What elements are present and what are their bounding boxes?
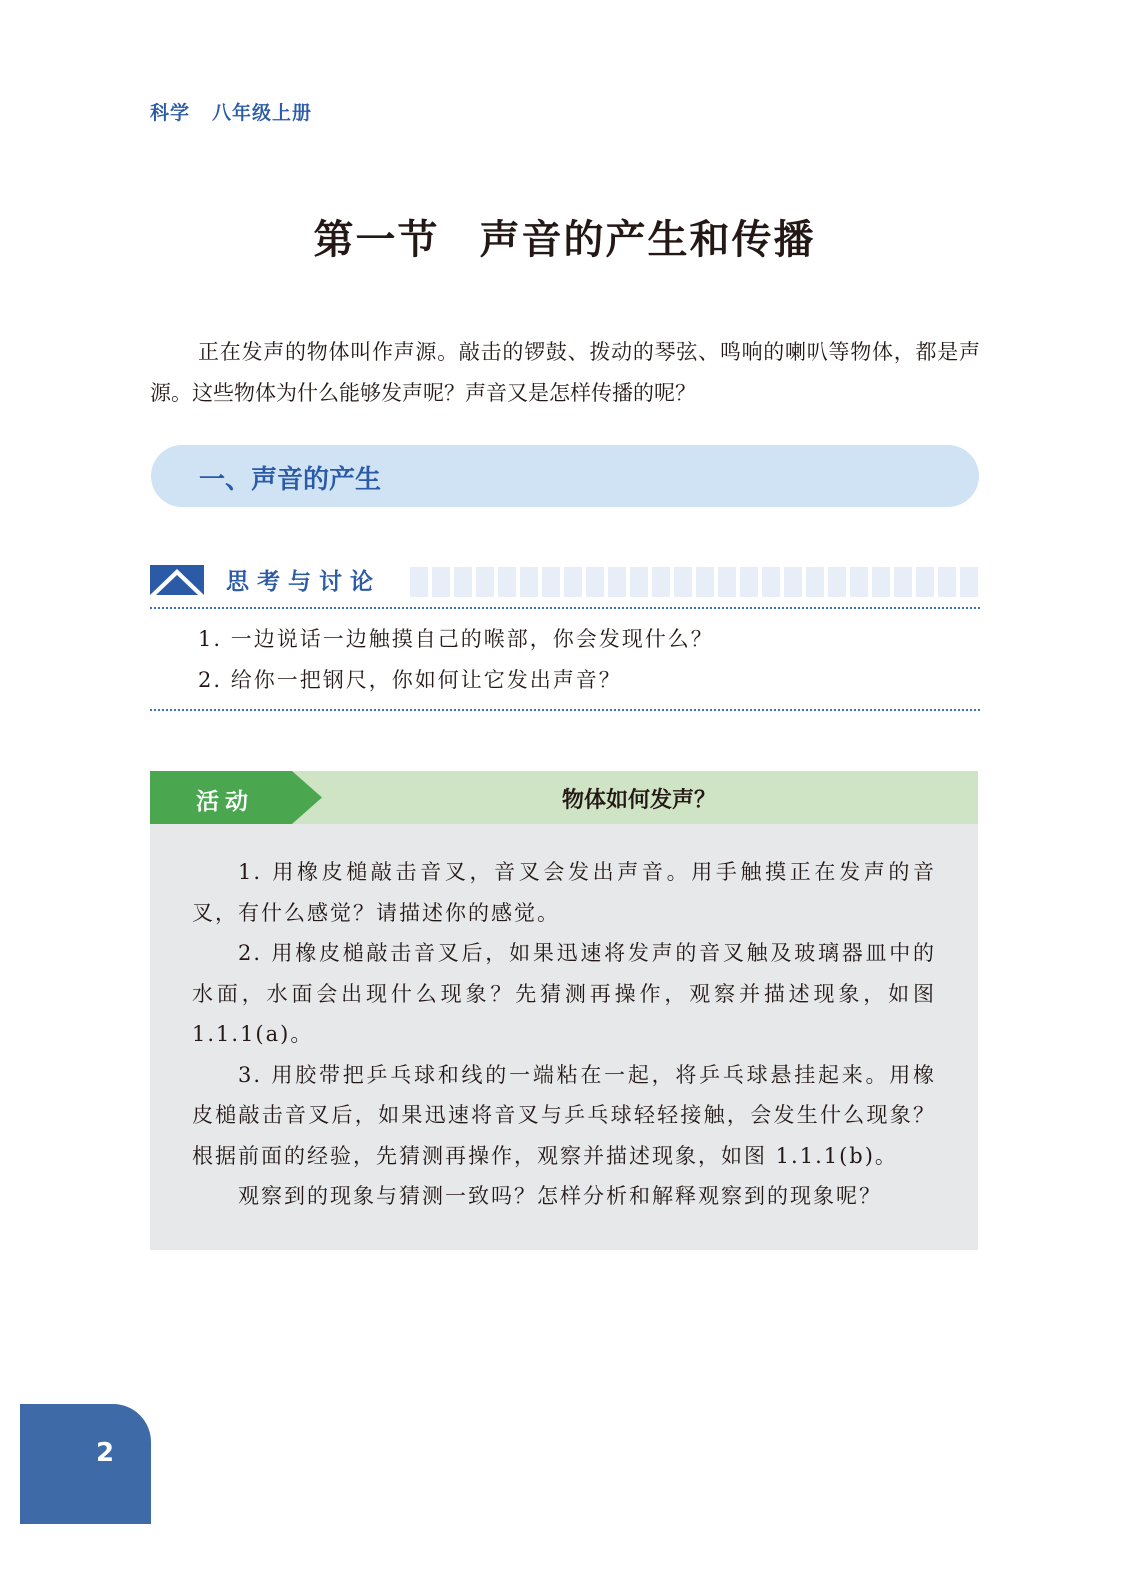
section-banner [151, 445, 979, 507]
think-header [150, 563, 980, 599]
activity-title: 物体如何发声？ [562, 788, 717, 813]
activity-paragraph: 1. 用橡皮槌敲击音叉，音叉会发出声音。用手触摸正在发声的音叉，有什么感觉？请描述你的感觉。 [192, 860, 936, 925]
section-title: 一、声音的产生 [199, 465, 382, 495]
activity-header [150, 771, 978, 824]
chapter-name: 声音的产生和传播 [479, 217, 816, 263]
think-title: 思考与讨论 [226, 569, 381, 595]
activity-body [150, 824, 978, 1250]
think-discuss-box [150, 563, 980, 711]
chapter-title [0, 208, 1129, 265]
activity-tag-label: 活动 [196, 789, 254, 815]
running-header [150, 98, 312, 125]
think-list [150, 609, 980, 709]
intro-paragraph: 正在发声的物体叫作声源。敲击的锣鼓、拨动的琴弦、鸣响的喇叭等物体，都是声源。这些物体为什么能够发声呢？声音又是怎样传播的呢？ [150, 340, 980, 405]
bottom-divider [150, 709, 980, 711]
activity-paragraph: 2. 用橡皮槌敲击音叉后，如果迅速将发声的音叉触及玻璃器皿中的水面，水面会出现什么现象？先猜测再操作，观察并描述现象，如图1.1.1(a)。 [192, 941, 936, 1046]
activity-box [150, 771, 978, 1250]
page-number: 2 [96, 1438, 115, 1468]
think-item: 2. 给你一把钢尺，你如何让它发出声音？ [198, 668, 622, 692]
chapter-number: 第一节 [313, 217, 440, 263]
header-subject: 科学 [150, 102, 191, 124]
activity-paragraph: 3. 用胶带把乒乓球和线的一端粘在一起，将乒乓球悬挂起来。用橡皮槌敲击音叉后，如果迅速将音叉与乒乓球轻轻接触，会发生什么现象？根据前面的经验，先猜测再操作，观察并描述现象，如图 1.1.1(b)。 [192, 1062, 936, 1168]
think-item: 1. 一边说话一边触摸自己的喉部，你会发现什么？ [198, 627, 714, 651]
think-header-stripes [410, 567, 980, 597]
activity-paragraph: 观察到的现象与猜测一致吗？怎样分析和解释观察到的现象呢？ [238, 1184, 882, 1208]
header-grade: 八年级上册 [212, 102, 313, 124]
page-number-tab [20, 1404, 151, 1524]
mountain-icon [150, 565, 204, 595]
